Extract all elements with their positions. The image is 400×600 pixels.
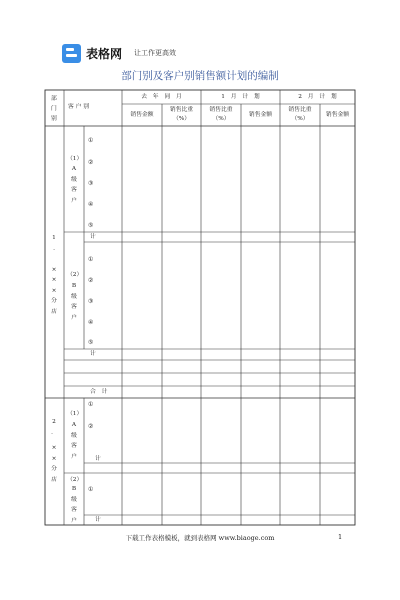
header-group-last-year: 去 年 同 月 xyxy=(141,94,182,100)
page-title: 部门别及客户别销售额计划的编制 xyxy=(121,70,279,82)
header-sales-ratio-1: 销售比重 xyxy=(169,107,194,113)
branch2-subB-label: B 级 客 户 xyxy=(71,486,77,524)
header-group-jan: 1 月 计 划 xyxy=(221,94,260,100)
header-sales-amount-2: 销售金额 xyxy=(248,112,273,118)
branch2-subB-subtotal: 计 xyxy=(95,517,101,523)
branch1-subA-item-3: ③ xyxy=(88,181,94,187)
branch1-subB-item-5: ⑤ xyxy=(88,340,94,346)
brand-name: 表格网 xyxy=(86,46,123,61)
header-sales-ratio-unit-2: （%） xyxy=(212,116,230,122)
branch1-subA-subtotal: 计 xyxy=(90,234,96,240)
branch1-total: 合 计 xyxy=(90,389,108,395)
header-sales-amount-3: 销售金额 xyxy=(325,112,350,118)
branch1-subB-item-1: ① xyxy=(88,257,94,263)
branch2-subA-label: A 级 客 户 xyxy=(71,422,77,460)
header-dept-top: 部 xyxy=(51,96,57,102)
header-group-feb: 2 月 计 划 xyxy=(298,94,337,100)
header-dept-bottom: 别 xyxy=(51,116,57,122)
footer-text: 下载工作表格模板，就到表格网 www.biaoge.com xyxy=(125,534,275,542)
header-sales-ratio-unit-3: （%） xyxy=(291,116,309,122)
branch1-label: 1 . × × × 分 店 xyxy=(51,235,57,315)
branch1-subB-item-2: ② xyxy=(88,278,94,284)
header-sales-amount-1: 销售金额 xyxy=(130,112,154,118)
branch1-subB-item-3: ③ xyxy=(88,299,94,305)
branch2-subA-item-1: ① xyxy=(88,402,94,408)
branch1-subB-item-4: ④ xyxy=(88,320,94,326)
branch2-subA-item-2: ② xyxy=(88,424,94,430)
branch1-subB-subtotal: 计 xyxy=(90,351,96,357)
header-customer: 客 户 别 xyxy=(68,104,90,110)
branch2-subA-num: （1） xyxy=(67,411,83,417)
page-number: 1 xyxy=(338,533,343,541)
branch2-label: 2 ． × × 分 店 xyxy=(51,419,57,483)
header-sales-ratio-unit-1: （%） xyxy=(172,116,191,122)
branch2-subA-subtotal: 计 xyxy=(95,456,101,462)
header-dept-mid: 门 xyxy=(51,106,57,112)
brand-tagline: 让工作更高效 xyxy=(134,49,177,57)
branch1-subA-label: A 级 客 户 xyxy=(71,166,77,204)
branch1-subB-num: （2） xyxy=(67,272,83,278)
branch1-subA-item-2: ② xyxy=(88,160,94,166)
branch2-subB-item-1: ① xyxy=(88,487,94,493)
header-sales-ratio-3: 销售比重 xyxy=(288,107,312,113)
header-sales-ratio-2: 销售比重 xyxy=(209,107,233,113)
branch2-subB-num: （2） xyxy=(67,477,83,483)
branch1-subA-item-4: ④ xyxy=(88,202,94,208)
branch1-subB-label: B 级 客 户 xyxy=(71,283,77,321)
branch1-subA-item-1: ① xyxy=(88,138,94,144)
branch1-subA-num: （1） xyxy=(67,156,83,162)
branch1-subA-item-5: ⑤ xyxy=(88,223,94,229)
